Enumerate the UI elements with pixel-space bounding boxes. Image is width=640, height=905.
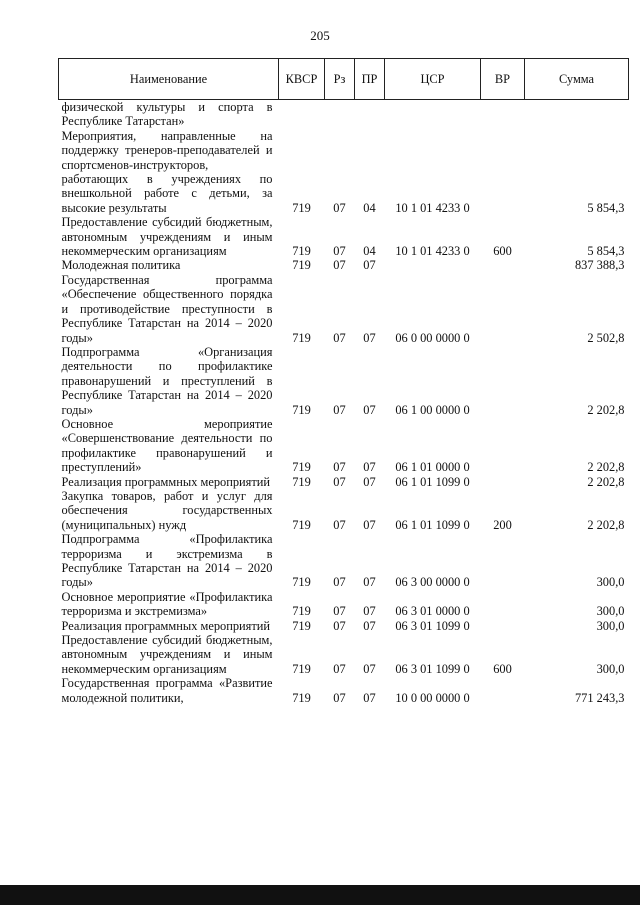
row-vr-cell — [481, 273, 525, 345]
row-csr-cell: 06 3 00 0000 0 — [395, 575, 470, 590]
row-pr-cell: 07 — [363, 517, 376, 532]
row-vr-cell — [481, 129, 525, 215]
row-rz-cell: 07 — [333, 402, 346, 417]
row-csr-cell: 06 1 01 1099 0 — [395, 474, 470, 489]
row-name-cell: Предоставление субсидий бюджетным, автономным учреждениям и иным некоммерческим организациям — [61, 215, 273, 259]
row-kvsr-cell: 719 — [292, 690, 311, 705]
row-csr-cell: 06 1 01 0000 0 — [395, 460, 470, 475]
row-pr-cell: 07 — [363, 258, 376, 273]
row-vr-cell — [481, 590, 525, 619]
row-vr-cell — [481, 417, 525, 475]
row-pr-cell: 07 — [363, 474, 376, 489]
row-csr-cell: 10 1 01 4233 0 — [395, 244, 470, 259]
row-sum-cell: 5 854,3 — [587, 244, 625, 259]
table-row — [59, 590, 629, 619]
table-row — [59, 676, 629, 705]
row-rz-cell: 07 — [333, 604, 346, 619]
row-pr-cell: 07 — [363, 661, 376, 676]
row-sum-cell: 2 202,8 — [587, 474, 625, 489]
row-rz-cell: 07 — [333, 244, 346, 259]
page-number: 205 — [310, 28, 330, 43]
row-pr-cell — [355, 100, 385, 129]
row-sum-cell — [525, 100, 629, 129]
row-sum-cell: 5 854,3 — [587, 200, 625, 215]
row-vr-cell — [481, 532, 525, 590]
table-row — [59, 258, 629, 272]
table-row — [59, 129, 629, 215]
row-pr-cell: 07 — [363, 618, 376, 633]
table-row — [59, 619, 629, 633]
row-sum-cell: 2 202,8 — [587, 517, 625, 532]
row-vr-cell — [481, 100, 525, 129]
row-pr-cell: 07 — [363, 604, 376, 619]
row-pr-cell: 07 — [363, 575, 376, 590]
row-sum-cell: 2 202,8 — [587, 460, 625, 475]
row-name-cell: Реализация программных мероприятий — [61, 618, 271, 633]
row-vr-cell — [481, 619, 525, 633]
row-name-cell: Молодежная политика — [61, 258, 181, 273]
row-rz-cell: 07 — [333, 661, 346, 676]
row-csr-cell: 06 3 01 1099 0 — [395, 661, 470, 676]
row-rz-cell: 07 — [333, 460, 346, 475]
row-rz-cell: 07 — [333, 200, 346, 215]
row-pr-cell: 04 — [363, 244, 376, 259]
row-kvsr-cell: 719 — [292, 460, 311, 475]
row-csr-cell: 06 0 00 0000 0 — [395, 330, 470, 345]
row-name-cell: Подпрограмма «Организация деятельности по профилактике правонарушений и преступлений в Республике Татарстан на 2014 – 2020 годы» — [61, 344, 273, 417]
row-sum-cell: 837 388,3 — [574, 258, 625, 273]
header-name: Наименование — [59, 59, 279, 100]
header-vr: ВР — [481, 59, 525, 100]
row-kvsr-cell: 719 — [292, 517, 311, 532]
row-kvsr-cell: 719 — [292, 575, 311, 590]
row-pr-cell: 04 — [363, 200, 376, 215]
row-name-cell: Закупка товаров, работ и услуг для обеспечения государственных (муниципальных) нужд — [61, 488, 273, 532]
row-rz-cell: 07 — [333, 618, 346, 633]
row-sum-cell: 300,0 — [596, 661, 625, 676]
header-pr: ПР — [355, 59, 385, 100]
row-rz-cell: 07 — [333, 575, 346, 590]
table-row — [59, 100, 629, 129]
row-name-cell: Мероприятия, направленные на поддержку тренеров-преподавателей и спортсменов-инструкторов, работающих в учреждениях по внешкольной работе с детьми, за высокие результаты — [61, 128, 273, 215]
row-csr-cell: 06 3 01 0000 0 — [395, 604, 470, 619]
row-vr-cell — [481, 258, 525, 272]
row-rz-cell: 07 — [333, 330, 346, 345]
row-rz-cell: 07 — [333, 690, 346, 705]
row-sum-cell: 300,0 — [596, 575, 625, 590]
row-name-cell: Подпрограмма «Профилактика терроризма и экстремизма в Республике Татарстан на 2014 – 2020 годы» — [61, 532, 273, 590]
table-row — [59, 475, 629, 489]
row-kvsr-cell: 719 — [292, 402, 311, 417]
row-name-cell: Государственная программа «Развитие молодежной политики, — [61, 676, 273, 705]
row-kvsr-cell: 719 — [292, 244, 311, 259]
table-row — [59, 273, 629, 345]
row-csr-cell — [385, 100, 481, 129]
row-csr-cell: 06 1 01 1099 0 — [395, 517, 470, 532]
row-name-cell: Государственная программа «Обеспечение общественного порядка и противодействие преступности в Республике Татарстан на 2014 – 2020 годы» — [61, 272, 273, 345]
row-kvsr-cell: 719 — [292, 200, 311, 215]
row-kvsr-cell: 719 — [292, 604, 311, 619]
row-vr-cell: 200 — [493, 517, 512, 532]
row-name-cell: Реализация программных мероприятий — [61, 474, 271, 489]
row-rz-cell: 07 — [333, 517, 346, 532]
row-sum-cell: 2 202,8 — [587, 402, 625, 417]
row-csr-cell: 06 3 01 1099 0 — [395, 618, 470, 633]
header-csr: ЦСР — [385, 59, 481, 100]
row-rz-cell — [325, 100, 355, 129]
table-row — [59, 633, 629, 676]
row-name-cell: Предоставление субсидий бюджетным, автономным учреждениям и иным некоммерческим организациям — [61, 633, 273, 676]
row-kvsr-cell: 719 — [292, 258, 311, 273]
row-sum-cell: 771 243,3 — [574, 690, 625, 705]
row-kvsr-cell: 719 — [292, 618, 311, 633]
header-kvsr: КВСР — [279, 59, 325, 100]
row-vr-cell: 600 — [493, 661, 512, 676]
row-kvsr-cell: 719 — [292, 661, 311, 676]
row-sum-cell: 300,0 — [596, 604, 625, 619]
row-name-cell: физической культуры и спорта в Республике Татарстан» — [61, 100, 273, 129]
budget-table — [58, 58, 629, 705]
row-kvsr-cell — [279, 100, 325, 129]
row-sum-cell: 300,0 — [596, 618, 625, 633]
scan-edge-bar — [0, 885, 640, 905]
table-header-row — [59, 59, 629, 100]
row-vr-cell — [481, 345, 525, 417]
row-csr-cell: 10 1 01 4233 0 — [395, 200, 470, 215]
row-kvsr-cell: 719 — [292, 474, 311, 489]
row-pr-cell: 07 — [363, 690, 376, 705]
row-vr-cell — [481, 475, 525, 489]
row-csr-cell: 10 0 00 0000 0 — [395, 690, 470, 705]
table-row — [59, 417, 629, 475]
row-pr-cell: 07 — [363, 460, 376, 475]
header-rz: Рз — [325, 59, 355, 100]
row-vr-cell: 600 — [493, 244, 512, 259]
row-name-cell: Основное мероприятие «Совершенствование деятельности по профилактике правонарушений и преступлений» — [61, 416, 273, 475]
table-body — [59, 100, 629, 706]
row-kvsr-cell: 719 — [292, 330, 311, 345]
row-pr-cell: 07 — [363, 402, 376, 417]
row-pr-cell: 07 — [363, 330, 376, 345]
row-csr-cell — [385, 258, 481, 272]
table-row — [59, 532, 629, 590]
row-vr-cell — [481, 676, 525, 705]
row-rz-cell: 07 — [333, 258, 346, 273]
row-sum-cell: 2 502,8 — [587, 330, 625, 345]
table-row — [59, 345, 629, 417]
table-row — [59, 489, 629, 532]
row-csr-cell: 06 1 00 0000 0 — [395, 402, 470, 417]
row-rz-cell: 07 — [333, 474, 346, 489]
row-name-cell: Основное мероприятие «Профилактика терроризма и экстремизма» — [61, 589, 273, 619]
header-sum: Сумма — [525, 59, 629, 100]
table-row — [59, 215, 629, 258]
